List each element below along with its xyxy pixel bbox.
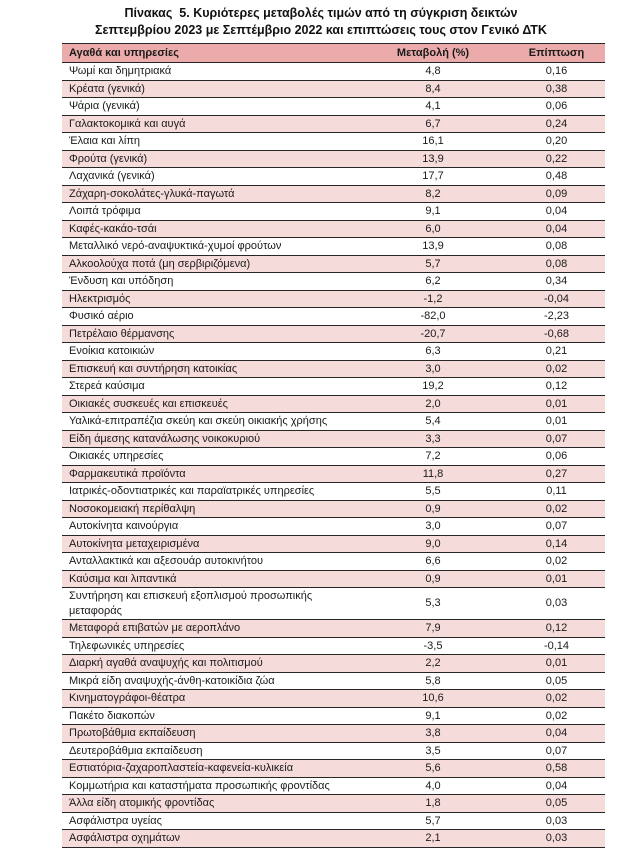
change-percent-cell: 17,7 <box>422 170 444 182</box>
category-cell: Άλλα είδη ατομικής φροντίδας <box>69 797 215 809</box>
column-header-impact: Επίπτωση <box>528 46 585 59</box>
change-percent-cell: 10,6 <box>422 692 444 704</box>
category-cell: Αλκοολούχα ποτά (μη σερβιριζόμενα) <box>69 257 251 270</box>
table-row <box>62 708 605 726</box>
table-row <box>62 501 605 519</box>
category-cell: Πρωτοβάθμια εκπαίδευση <box>69 727 196 739</box>
impact-cell: 0,04 <box>545 779 568 792</box>
category-cell: Ψωμί και δημητριακά <box>69 65 172 77</box>
table-row <box>62 326 605 344</box>
category-cell: Οικιακές υπηρεσίες <box>69 450 164 462</box>
impact-cell: 0,05 <box>545 797 568 809</box>
change-percent-cell: 6,0 <box>425 222 441 235</box>
category-cell: Γαλακτοκομικά και αυγά <box>69 117 186 130</box>
impact-cell: -0,68 <box>543 327 570 340</box>
impact-cell: 0,05 <box>545 674 568 687</box>
change-percent-cell: 5,5 <box>425 485 441 497</box>
impact-cell: -0,04 <box>543 292 570 305</box>
table-row <box>62 361 605 379</box>
table-row <box>62 238 605 256</box>
table-row <box>62 620 605 638</box>
impact-cell: 0,38 <box>545 82 568 95</box>
impact-cell: 0,04 <box>545 222 568 235</box>
table-title <box>0 0 642 39</box>
impact-cell: 0,07 <box>545 520 568 532</box>
impact-cell: 0,24 <box>545 117 568 130</box>
impact-cell: 0,02 <box>545 709 568 722</box>
change-percent-cell: 5,7 <box>425 814 441 827</box>
category-cell: Τηλεφωνικές υπηρεσίες <box>69 639 185 652</box>
table-row <box>62 778 605 796</box>
category-cell: Φρούτα (γενικά) <box>69 152 148 165</box>
change-percent-cell: 5,4 <box>425 415 441 427</box>
category-cell: Υαλικά-επιτραπέζια σκεύη και σκεύη οικιακής χρήσης <box>69 415 328 427</box>
category-cell: Ενοίκια κατοικιών <box>69 345 155 357</box>
impact-cell: 0,12 <box>545 380 568 392</box>
table-row <box>62 151 605 169</box>
category-cell: Φυσικό αέριο <box>69 310 134 322</box>
category-cell: Λοιπά τρόφιμα <box>69 205 141 217</box>
table-row <box>62 413 605 431</box>
category-cell: Εστιατόρια-ζαχαροπλαστεία-καφενεία-κυλικεία <box>69 762 294 774</box>
change-percent-cell: 6,7 <box>425 117 441 130</box>
category-cell: Λαχανικά (γενικά) <box>69 170 155 182</box>
impact-cell: 0,20 <box>545 135 568 147</box>
category-cell: Κρέατα (γενικά) <box>69 82 145 95</box>
impact-cell: 0,02 <box>545 692 568 704</box>
change-percent-cell: 4,8 <box>425 65 441 77</box>
impact-cell: 0,27 <box>545 467 568 480</box>
table-row <box>62 63 605 81</box>
impact-cell: 0,06 <box>545 100 568 112</box>
table-row <box>62 673 605 691</box>
category-cell: Επισκευή και συντήρηση κατοικίας <box>69 362 238 375</box>
change-percent-cell: 9,1 <box>425 709 441 722</box>
impact-cell: 0,01 <box>545 657 568 669</box>
impact-cell: 0,02 <box>545 555 568 567</box>
category-cell: Μικρά είδη αναψυχής-άνθη-κατοικίδια ζώα <box>69 674 275 687</box>
change-percent-cell: 5,3 <box>425 597 441 610</box>
table-row <box>62 830 605 848</box>
impact-cell: 0,14 <box>545 537 568 550</box>
change-percent-cell: 3,8 <box>425 727 441 739</box>
change-percent-cell: 7,2 <box>425 450 441 462</box>
impact-cell: 0,22 <box>545 152 568 165</box>
impact-cell: 0,21 <box>545 345 568 357</box>
change-percent-cell: 1,8 <box>425 797 441 809</box>
impact-cell: 0,34 <box>545 275 568 287</box>
table-row <box>62 81 605 99</box>
table-row <box>62 795 605 813</box>
change-percent-cell: 9,0 <box>425 537 441 550</box>
category-cell: Οικιακές συσκευές και επισκευές <box>69 397 228 410</box>
change-percent-cell: 6,2 <box>425 275 441 287</box>
table-row <box>62 571 605 589</box>
category-cell: Αυτοκίνητα καινούργια <box>69 520 179 532</box>
change-percent-cell: 5,7 <box>425 257 441 270</box>
category-cell: Καφές-κακάο-τσάι <box>69 222 157 235</box>
table-title-line-2: Σεπτεμβρίου 2023 με Σεπτέμβριο 2022 και επιπτώσεις τους στον Γενικό ΔΤΚ <box>95 23 547 37</box>
category-cell: Ψάρια (γενικά) <box>69 100 140 112</box>
impact-cell: 0,06 <box>545 450 568 462</box>
category-cell: Στερεά καύσιμα <box>69 380 145 392</box>
change-percent-cell: 2,2 <box>425 657 441 669</box>
table-row <box>62 466 605 484</box>
impact-cell: 0,11 <box>546 485 567 497</box>
change-percent-cell: 0,9 <box>425 502 441 515</box>
impact-cell: 0,12 <box>545 622 568 634</box>
change-percent-cell: 11,8 <box>422 467 444 480</box>
table-row <box>62 448 605 466</box>
category-cell: Ηλεκτρισμός <box>69 292 131 305</box>
table-row <box>62 203 605 221</box>
table-row <box>62 536 605 554</box>
impact-cell: 0,03 <box>545 814 568 827</box>
impact-cell: 0,01 <box>545 572 568 585</box>
category-cell: Κομμωτήρια και καταστήματα προσωπικής φροντίδας <box>69 779 330 792</box>
category-cell: Διαρκή αγαθά αναψυχής και πολιτισμού <box>69 657 263 669</box>
table-row <box>62 291 605 309</box>
category-cell: Ιατρικές-οδοντιατρικές και παραϊατρικές υπηρεσίες <box>69 485 315 497</box>
category-cell: Ασφάλιστρα οχημάτων <box>69 832 181 844</box>
change-percent-cell: 3,3 <box>425 432 441 445</box>
impact-cell: 0,01 <box>545 397 568 410</box>
table-title-line-1: Πίνακας 5. Κυριότερες μεταβολές τιμών από τη σύγκριση δεικτών <box>124 6 518 20</box>
impact-cell: 0,16 <box>545 65 568 77</box>
table-row <box>62 186 605 204</box>
category-cell: Νοσοκομειακή περίθαλψη <box>69 502 196 515</box>
impact-cell: 0,03 <box>545 832 568 844</box>
table-row <box>62 343 605 361</box>
change-percent-cell: 2,1 <box>425 832 441 844</box>
table-row <box>62 725 605 743</box>
category-cell: Μεταλλικό νερό-αναψυκτικά-χυμοί φρούτων <box>69 240 282 252</box>
table-row <box>62 256 605 274</box>
category-cell: Δευτεροβάθμια εκπαίδευση <box>69 744 203 757</box>
change-percent-cell: 8,2 <box>425 187 441 200</box>
category-cell: Πετρέλαιο θέρμανσης <box>69 327 175 340</box>
category-cell: Κινηματογράφοι-θέατρα <box>69 692 186 704</box>
table-row <box>62 638 605 656</box>
impact-cell: 0,01 <box>545 415 568 427</box>
impact-cell: 0,04 <box>545 727 568 739</box>
table-row <box>62 168 605 186</box>
category-cell: Πακέτο διακοπών <box>69 709 155 722</box>
change-percent-cell: 4,0 <box>425 779 441 792</box>
category-cell: Ζάχαρη-σοκολάτες-γλυκά-παγωτά <box>69 187 235 200</box>
impact-cell: 0,07 <box>545 432 568 445</box>
price-changes-table <box>62 43 605 848</box>
table-header-row <box>62 44 605 63</box>
category-cell: Ασφάλιστρα υγείας <box>69 814 162 827</box>
table-row <box>62 116 605 134</box>
category-cell: Μεταφορά επιβατών με αεροπλάνο <box>69 622 241 634</box>
table-row <box>62 221 605 239</box>
change-percent-cell: 13,9 <box>422 152 444 165</box>
column-header-goods-services: Αγαθά και υπηρεσίες <box>69 46 179 59</box>
change-percent-cell: 5,6 <box>425 762 441 774</box>
change-percent-cell: 7,9 <box>425 622 441 634</box>
impact-cell: 0,58 <box>545 762 568 774</box>
change-percent-cell: -1,2 <box>423 292 443 305</box>
impact-cell: 0,07 <box>545 744 568 757</box>
category-cell: Αυτοκίνητα μεταχειρισμένα <box>69 537 200 550</box>
impact-cell: 0,04 <box>545 205 568 217</box>
impact-cell: 0,48 <box>545 170 568 182</box>
change-percent-cell: 0,9 <box>425 572 441 585</box>
table-row <box>62 760 605 778</box>
impact-cell: -2,23 <box>543 310 570 322</box>
change-percent-cell: 13,9 <box>422 240 444 252</box>
change-percent-cell: -82,0 <box>420 310 446 322</box>
change-percent-cell: 6,3 <box>425 345 441 357</box>
change-percent-cell: 4,1 <box>425 100 441 112</box>
category-cell: Έλαια και λίπη <box>69 135 141 147</box>
change-percent-cell: 5,8 <box>425 674 441 687</box>
category-cell: Ανταλλακτικά και αξεσουάρ αυτοκινήτου <box>69 555 264 567</box>
impact-cell: 0,02 <box>545 362 568 375</box>
change-percent-cell: 8,4 <box>425 82 441 95</box>
table-row <box>62 655 605 673</box>
table-row <box>62 483 605 501</box>
impact-cell: 0,02 <box>545 502 568 515</box>
column-header-change-pct: Μεταβολή (%) <box>396 46 470 59</box>
change-percent-cell: 3,0 <box>425 520 441 532</box>
change-percent-cell: 6,6 <box>425 555 441 567</box>
impact-cell: 0,08 <box>545 257 568 270</box>
table-row <box>62 743 605 761</box>
table-body <box>62 63 605 848</box>
table-row <box>62 588 605 620</box>
table-row <box>62 518 605 536</box>
impact-cell: -0,14 <box>543 639 570 652</box>
change-percent-cell: -20,7 <box>420 327 446 340</box>
impact-cell: 0,03 <box>545 597 568 610</box>
category-cell: Είδη άμεσης κατανάλωσης νοικοκυριού <box>69 432 261 445</box>
change-percent-cell: 16,1 <box>422 135 444 147</box>
table-row <box>62 553 605 571</box>
impact-cell: 0,08 <box>545 240 568 252</box>
change-percent-cell: 2,0 <box>425 397 441 410</box>
table-row <box>62 378 605 396</box>
category-cell: Φαρμακευτικά προϊόντα <box>69 467 186 480</box>
table-row <box>62 431 605 449</box>
change-percent-cell: 19,2 <box>422 380 444 392</box>
change-percent-cell: -3,5 <box>423 639 443 652</box>
table-row <box>62 690 605 708</box>
table-row <box>62 396 605 414</box>
category-cell: Καύσιμα και λιπαντικά <box>69 572 177 585</box>
table-row <box>62 813 605 831</box>
category-cell: Ένδυση και υπόδηση <box>69 275 174 287</box>
category-cell: Συντήρηση και επισκευή εξοπλισμού προσωπικής μεταφοράς <box>69 590 313 617</box>
impact-cell: 0,09 <box>545 187 568 200</box>
table-row <box>62 133 605 151</box>
table-row <box>62 308 605 326</box>
change-percent-cell: 3,0 <box>425 362 441 375</box>
table-row <box>62 98 605 116</box>
change-percent-cell: 9,1 <box>425 205 441 217</box>
change-percent-cell: 3,5 <box>425 744 441 757</box>
table-row <box>62 273 605 291</box>
